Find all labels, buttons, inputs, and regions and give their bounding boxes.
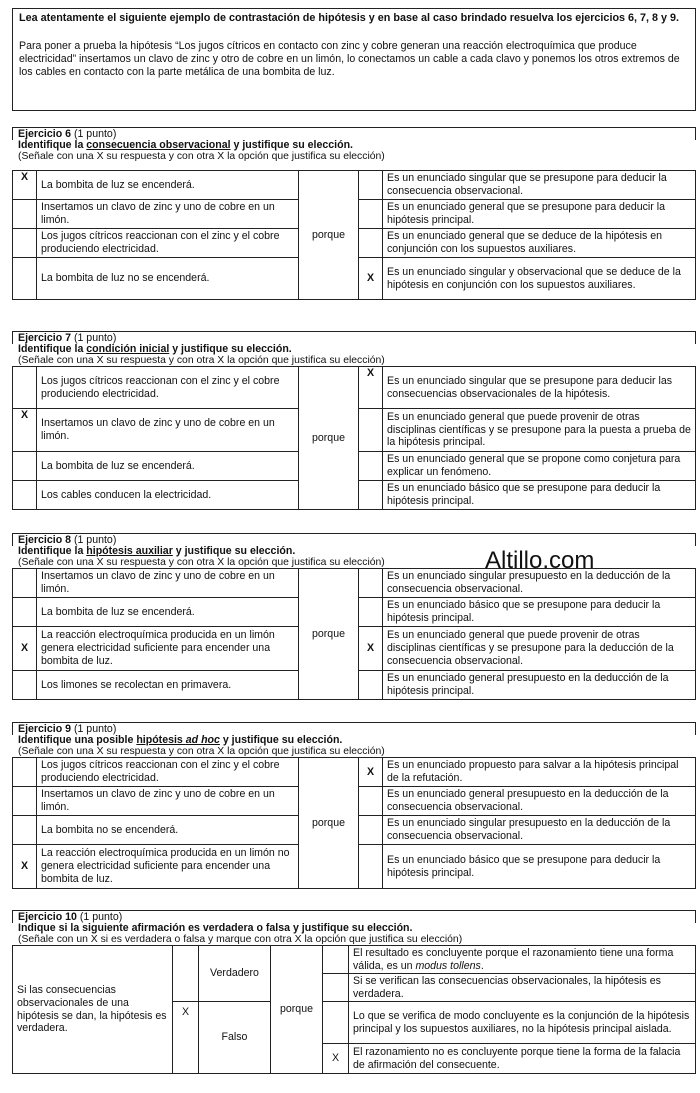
exercise-7-instruction: Identifique la condición inicial y justifique su elección.	[18, 343, 292, 355]
answer-box[interactable]: X	[13, 171, 37, 200]
justification-box[interactable]	[323, 1002, 349, 1044]
exercise-8-points: (1 punto)	[71, 534, 117, 546]
justification-option: Es un enunciado general que se deduce de la hipótesis en conjunción con los supuestos auxiliares.	[383, 229, 696, 258]
falso-box[interactable]: X	[173, 1002, 199, 1074]
answer-option: Los jugos cítricos reaccionan con el zinc y el cobre produciendo electricidad.	[37, 367, 299, 409]
answer-option: Los jugos cítricos reaccionan con el zinc y el cobre produciendo electricidad.	[37, 229, 299, 258]
answer-option: La reacción electroquímica producida en un limón no genera electricidad suficiente para encender una bombita de luz.	[37, 845, 299, 889]
justification-option: Es un enunciado general que se presupone para deducir la hipótesis principal.	[383, 200, 696, 229]
intro-title: Lea atentamente el siguiente ejemplo de contrastación de hipótesis y en base al caso brindado resuelva los ejercicios 6, 7, 8 y 9.	[19, 12, 680, 24]
exercise-10-table	[12, 945, 696, 1074]
justification-option: Es un enunciado singular presupuesto en la deducción de la consecuencia observacional.	[383, 569, 696, 598]
intro-text: Para poner a prueba la hipótesis “Los jugos cítricos en contacto con zinc y cobre generan una reacción electroquímica que produce electricidad” insertamos un clavo de zinc y otro de cobre en un limón, lo conectamos un cable a cada clavo y ponemos los otros extremos de los cables en contacto con la parte metálica de una bombita de luz.	[19, 39, 680, 79]
answer-box[interactable]	[13, 367, 37, 409]
answer-option: La bombita de luz se encenderá.	[37, 452, 299, 481]
justification-option: Es un enunciado singular que se presupone para deducir la consecuencia observacional.	[383, 171, 696, 200]
exercise-10-label: Ejercicio 10	[18, 911, 77, 923]
justification-box[interactable]	[359, 569, 383, 598]
answer-box[interactable]	[13, 452, 37, 481]
exercise-8-note: (Señale con una X su respuesta y con otra X la opción que justifica su elección)	[18, 557, 385, 568]
verdadero-box[interactable]	[173, 946, 199, 1002]
justification-option: Es un enunciado singular y observacional que se deduce de la hipótesis en conjunción con los supuestos auxiliares.	[383, 258, 696, 300]
justification-box[interactable]	[359, 481, 383, 510]
justification-box[interactable]	[359, 409, 383, 452]
justification-box[interactable]	[359, 598, 383, 627]
justification-option: Es un enunciado singular que se presupone para deducir las consecuencias observacionales de la hipótesis.	[383, 367, 696, 409]
answer-option: Insertamos un clavo de zinc y uno de cobre en un limón.	[37, 787, 299, 816]
intro-box	[12, 8, 696, 111]
justification-box[interactable]	[359, 787, 383, 816]
justification-option: Es un enunciado general que puede provenir de otras disciplinas científicas y se presupone para la puesta a prueba de la hipótesis principal.	[383, 409, 696, 452]
exercise-6-key-term: consecuencia observacional	[86, 139, 231, 151]
porque-label: porque	[299, 171, 359, 300]
exercise-7-key-term: condición inicial	[86, 343, 170, 355]
exercise-9-note: (Señale con una X su respuesta y con otra X la opción que justifica su elección)	[18, 746, 385, 757]
porque-label: porque	[299, 758, 359, 889]
justification-option: Es un enunciado básico que se presupone para deducir la hipótesis principal.	[383, 598, 696, 627]
exercise-9-table	[12, 757, 696, 889]
answer-box[interactable]	[13, 787, 37, 816]
justification-box[interactable]	[323, 946, 349, 974]
statement: Si las consecuencias observacionales de una hipótesis se dan, la hipótesis es verdadera.	[13, 946, 173, 1074]
answer-box[interactable]	[13, 200, 37, 229]
porque-label: porque	[271, 946, 323, 1074]
exercise-7-note: (Señale con una X su respuesta y con otra X la opción que justifica su elección)	[18, 355, 385, 366]
exercise-9-label: Ejercicio 9	[18, 723, 71, 735]
answer-option: La bombita de luz no se encenderá.	[37, 258, 299, 300]
exercise-9-key-term: hipótesis ad hoc	[136, 734, 220, 746]
exercise-8-key-term: hipótesis auxiliar	[86, 545, 173, 557]
answer-option: La bombita no se encenderá.	[37, 816, 299, 845]
answer-box[interactable]	[13, 481, 37, 510]
justification-option: Es un enunciado general que se propone como conjetura para explicar un fenómeno.	[383, 452, 696, 481]
exercise-6	[12, 127, 696, 300]
watermark-logo: Altillo.com	[485, 547, 595, 574]
exercise-10-instruction: Indique si la siguiente afirmación es verdadera o falsa y justifique su elección.	[18, 922, 413, 934]
answer-box[interactable]	[13, 569, 37, 598]
porque-label: porque	[299, 367, 359, 510]
answer-box[interactable]	[13, 671, 37, 700]
answer-option: Insertamos un clavo de zinc y uno de cobre en un limón.	[37, 200, 299, 229]
justification-option: Lo que se verifica de modo concluyente es la conjunción de la hipótesis principal y los supuestos auxiliares, no la hipótesis principal aislada.	[349, 1002, 696, 1044]
exercise-7-table	[12, 366, 696, 510]
exercise-6-instruction: Identifique la consecuencia observacional y justifique su elección.	[18, 139, 353, 151]
justification-option: Es un enunciado general que puede provenir de otras disciplinas científicas y se presupone para la deducción de la consecuencia observacional.	[383, 627, 696, 671]
exercise-7-points: (1 punto)	[71, 332, 117, 344]
exercise-9-points: (1 punto)	[71, 723, 117, 735]
justification-option: Es un enunciado general presupuesto en la deducción de la consecuencia observacional.	[383, 787, 696, 816]
answer-option: La bombita de luz se encenderá.	[37, 598, 299, 627]
answer-box[interactable]	[13, 816, 37, 845]
exercise-8-table	[12, 568, 696, 700]
answer-box[interactable]	[13, 258, 37, 300]
answer-box[interactable]: X	[13, 409, 37, 452]
answer-box[interactable]	[13, 229, 37, 258]
exercise-8-instruction: Identifique la hipótesis auxiliar y justifique su elección.	[18, 545, 296, 557]
justification-box[interactable]	[359, 171, 383, 200]
answer-option: Los jugos cítricos reaccionan con el zinc y el cobre produciendo electricidad.	[37, 758, 299, 787]
justification-option: Es un enunciado básico que se presupone para deducir la hipótesis principal.	[383, 481, 696, 510]
exercise-6-points: (1 punto)	[71, 128, 117, 140]
justification-box[interactable]: X	[323, 1044, 349, 1074]
justification-box[interactable]: X	[359, 627, 383, 671]
exercise-10	[12, 910, 696, 1074]
justification-option: Es un enunciado singular presupuesto en la deducción de la consecuencia observacional.	[383, 816, 696, 845]
exercise-7	[12, 331, 696, 510]
exercise-6-table	[12, 170, 696, 300]
justification-box[interactable]	[359, 200, 383, 229]
exercise-10-note: (Señale con un X si es verdadera o falsa y marque con otra X la opción que justifica su elección)	[18, 934, 463, 945]
justification-box[interactable]	[359, 671, 383, 700]
answer-box[interactable]: X	[13, 627, 37, 671]
answer-option: Insertamos un clavo de zinc y uno de cobre en un limón.	[37, 569, 299, 598]
exercise-8-label: Ejercicio 8	[18, 534, 71, 546]
justification-box[interactable]: X	[359, 758, 383, 787]
justification-box[interactable]	[359, 845, 383, 889]
answer-box[interactable]	[13, 758, 37, 787]
answer-box[interactable]	[13, 598, 37, 627]
justification-box[interactable]	[359, 816, 383, 845]
justification-option: Es un enunciado básico que se presupone para deducir la hipótesis principal.	[383, 845, 696, 889]
justification-option: El resultado es concluyente porque el razonamiento tiene una forma válida, es un modus tollens.	[349, 946, 696, 974]
answer-option: Los cables conducen la electricidad.	[37, 481, 299, 510]
justification-option: Es un enunciado propuesto para salvar a la hipótesis principal de la refutación.	[383, 758, 696, 787]
justification-option: Es un enunciado general presupuesto en la deducción de la hipótesis principal.	[383, 671, 696, 700]
justification-option: Si se verifican las consecuencias observacionales, la hipótesis es verdadera.	[349, 974, 696, 1002]
porque-label: porque	[299, 569, 359, 700]
justification-box[interactable]	[359, 452, 383, 481]
answer-option: La reacción electroquímica producida en un limón genera electricidad suficiente para encender una bombita de luz.	[37, 627, 299, 671]
verdadero-label: Verdadero	[199, 946, 271, 1002]
answer-box[interactable]: X	[13, 845, 37, 889]
justification-box[interactable]	[359, 229, 383, 258]
answer-option: La bombita de luz se encenderá.	[37, 171, 299, 200]
justification-option: El razonamiento no es concluyente porque tiene la forma de la falacia de afirmación del consecuente.	[349, 1044, 696, 1074]
answer-option: Insertamos un clavo de zinc y uno de cobre en un limón.	[37, 409, 299, 452]
exercise-6-note: (Señale con una X su respuesta y con otra X la opción que justifica su elección)	[18, 151, 385, 162]
justification-box[interactable]	[323, 974, 349, 1002]
exercise-9-instruction: Identifique una posible hipótesis ad hoc y justifique su elección.	[18, 734, 343, 746]
exercise-9	[12, 722, 696, 889]
falso-label: Falso	[199, 1002, 271, 1074]
exercise-6-label: Ejercicio 6	[18, 128, 71, 140]
justification-box[interactable]: X	[359, 367, 383, 409]
answer-option: Los limones se recolectan en primavera.	[37, 671, 299, 700]
justification-box[interactable]: X	[359, 258, 383, 300]
exercise-7-label: Ejercicio 7	[18, 332, 71, 344]
exercise-10-points: (1 punto)	[76, 911, 123, 923]
